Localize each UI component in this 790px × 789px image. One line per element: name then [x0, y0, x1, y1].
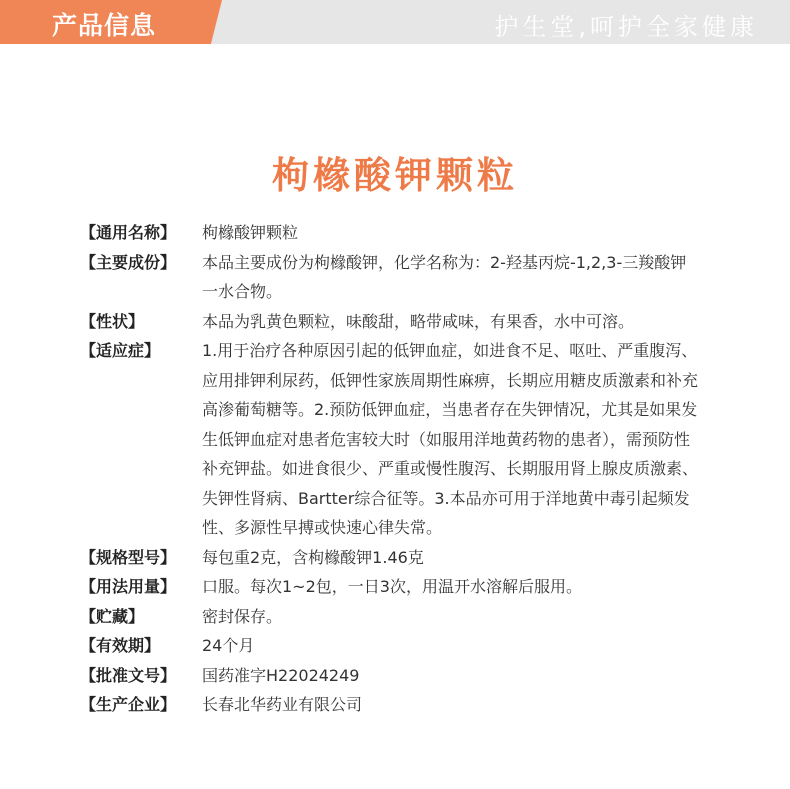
- info-value: 口服。每次1~2包，一日3次，用温开水溶解后服用。: [202, 577, 582, 596]
- info-row-ingredients: [80, 248, 710, 307]
- info-label: 【主要成份】: [80, 252, 177, 272]
- info-row-storage: [80, 602, 710, 632]
- product-info-list: [80, 218, 710, 720]
- info-label: 【通用名称】: [80, 223, 177, 242]
- info-label: 【贮藏】: [80, 606, 145, 626]
- info-value: 本品主要成份为枸橼酸钾，化学名称为：2-羟基丙烷-1,2,3-三羧酸钾一水合物。: [202, 252, 687, 301]
- info-value: 密封保存。: [202, 606, 283, 626]
- info-label: 【用法用量】: [80, 577, 177, 596]
- info-row-manufacturer: [80, 690, 710, 720]
- header-bar: [0, 0, 790, 44]
- info-value: 1.用于治疗各种原因引起的低钾血症，如进食不足、呕吐、严重腹泻、应用排钾利尿药，低钾性家族周期性麻痹，长期应用糖皮质激素和补充高渗葡萄糖等。2.预防低钾血症，当患者存在失钾情况，尤其是如果发生低钾血症对患者危害较大时（如服用洋地黄药物的患者），需预防性补充钾盐。如进食很少、严重或慢性腹泻、长期服用肾上腺皮质激素、失钾性肾病、Bartter综合征等。3.本品亦可用于洋地黄中毒引起频发性、多源性早搏或快速心律失常。: [202, 341, 699, 537]
- info-row-approval-number: [80, 661, 710, 691]
- info-value: 国药准字H22024249: [202, 665, 360, 685]
- info-row-dosage: [80, 572, 710, 602]
- info-label: 【规格型号】: [80, 547, 177, 567]
- info-label: 【适应症】: [80, 341, 161, 360]
- info-row-generic-name: [80, 218, 710, 248]
- info-value: 每包重2克，含枸橼酸钾1.46克: [202, 547, 424, 567]
- info-label: 【批准文号】: [80, 665, 177, 685]
- info-row-indications: [80, 336, 710, 543]
- product-title: 枸橼酸钾颗粒: [272, 154, 518, 197]
- info-row-shelf-life: [80, 631, 710, 661]
- info-label: 【有效期】: [80, 636, 161, 655]
- info-value: 24个月: [202, 636, 255, 655]
- info-row-appearance: [80, 307, 710, 337]
- info-row-specification: [80, 543, 710, 573]
- info-value: 本品为乳黄色颗粒，味酸甜，略带咸味，有果香，水中可溶。: [202, 311, 635, 331]
- info-value: 长春北华药业有限公司: [202, 695, 363, 714]
- info-label: 【性状】: [80, 311, 145, 331]
- info-label: 【生产企业】: [80, 695, 177, 714]
- info-value: 枸橼酸钾颗粒: [202, 223, 299, 242]
- brand-slogan: 护生堂,呵护全家健康: [494, 13, 758, 41]
- section-title: 产品信息: [52, 11, 157, 40]
